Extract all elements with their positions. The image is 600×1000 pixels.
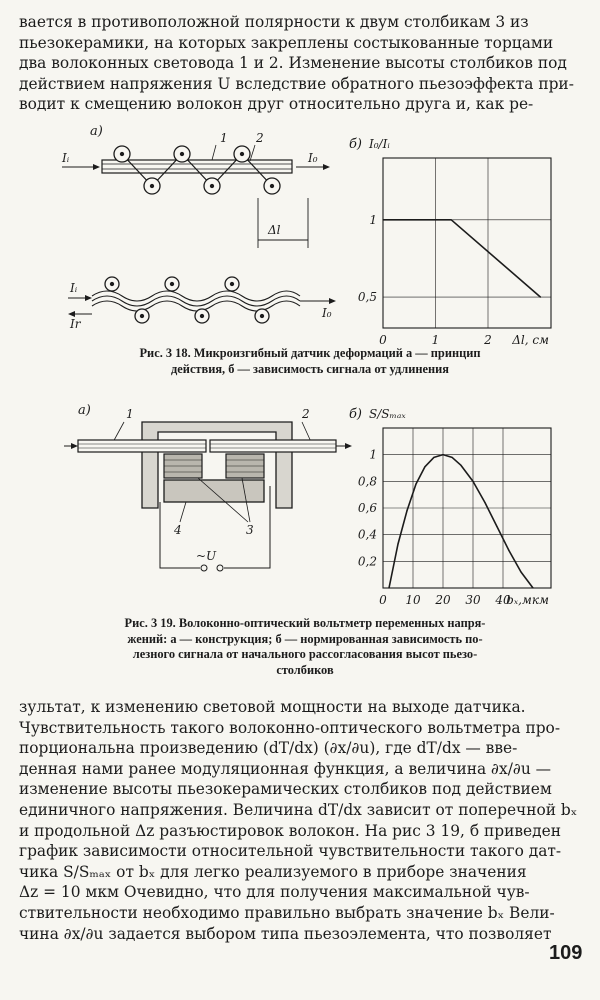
data-point	[415, 483, 416, 484]
text-line: денная нами ранее модуляционная функция, а величина ∂x/∂u —	[19, 759, 552, 778]
text-line: чина ∂x/∂u задается выбором типа пьезоэлемента, что позволяет	[19, 924, 552, 943]
data-curve	[389, 455, 533, 588]
panel-label: б)	[349, 137, 363, 152]
caption-line: действия, б — зависимость сигнала от удлинения	[171, 361, 449, 376]
text-line: ствительности необходимо правильно выбрать значение bₓ Вели-	[19, 903, 555, 922]
deformer-zigzag	[122, 154, 272, 186]
caption-line: Рис. 3 18. Микроизгибный датчик деформаций а — принцип	[139, 346, 481, 360]
fiber-1	[78, 440, 206, 452]
voltage-label: ~U	[196, 549, 217, 563]
leader-line	[250, 145, 255, 161]
y-axis-label: S/Sₘₐₓ	[369, 407, 406, 421]
y-tick-label: 1	[369, 447, 377, 462]
fig-3-19-a-part-4: 4	[174, 523, 182, 537]
fiber-straight	[102, 160, 292, 173]
fig-3-19-a-label: а)	[78, 403, 91, 418]
text-line: чика S/Sₘₐₓ от bₓ для легко реализуемого в приборе значения	[19, 862, 527, 881]
reflected-light-label: Ir	[70, 317, 81, 331]
data-point	[460, 465, 461, 466]
data-point	[388, 587, 389, 588]
terminal	[217, 565, 223, 571]
output-light-label: I₀	[322, 306, 332, 320]
x-tick-label: 10	[405, 593, 421, 607]
fig-3-19-a-part-3: 3	[246, 523, 254, 537]
text-line: водит к смещению волокон друг относительно друга и, как ре-	[19, 95, 534, 114]
text-line: Чувствительность такого волоконно-оптического вольтметра про-	[19, 718, 561, 737]
arrowhead	[85, 295, 92, 301]
text-line: вается в противоположной полярности к двум столбикам 3 из	[19, 13, 529, 31]
fig-3-18-caption	[50, 346, 570, 377]
page-number: 109	[549, 942, 583, 964]
data-point	[433, 457, 434, 458]
body-text-top	[19, 12, 583, 115]
panel-label: б)	[349, 407, 363, 422]
input-light-label: Iᵢ	[62, 151, 70, 165]
text-line: и продольной Δz разъюстировок волокон. На рис 3 19, б приведен	[19, 821, 561, 840]
x-tick-label: 0	[379, 333, 387, 347]
data-point	[532, 587, 533, 588]
x-tick-label: 2	[484, 333, 492, 347]
caption-line: лезного сигнала от начального рассогласования высот пьезо-	[132, 647, 478, 661]
arrowhead	[71, 443, 78, 449]
piezo-columns	[164, 454, 264, 478]
y-tick-label: 0,4	[357, 527, 377, 542]
data-point	[508, 550, 509, 551]
y-tick-label: 0,5	[357, 290, 377, 305]
fiber-bent	[92, 291, 300, 311]
arrowhead	[93, 164, 100, 170]
leader-line	[212, 145, 216, 160]
text-line: единичного напряжения. Величина dT/dx зависит от поперечной bₓ	[19, 800, 578, 819]
fig-3-18-a-part-1: 1	[220, 131, 228, 145]
fig-3-19-b-chart	[335, 398, 560, 608]
x-tick-label: 1	[431, 333, 440, 347]
text-line: график зависимости относительной чувствительности такого дат-	[19, 842, 562, 861]
data-point	[496, 526, 497, 527]
data-point	[472, 481, 473, 482]
x-tick-label: 0	[379, 593, 387, 607]
leader-line	[180, 502, 186, 522]
output-light-label: I₀	[308, 151, 318, 165]
y-axis-label: I₀/Iᵢ	[369, 137, 390, 151]
x-tick-label: 20	[435, 593, 451, 607]
data-point	[406, 510, 407, 511]
plot-frame	[383, 158, 551, 328]
fiber-2	[210, 440, 336, 452]
x-tick-label: 30	[465, 593, 481, 607]
text-line: два волоконных световода 1 и 2. Изменение высоты столбиков под	[19, 54, 567, 73]
text-line: Δz = 10 мкм Очевидно, что для получения максимальной чув-	[19, 883, 530, 902]
data-point	[451, 457, 452, 458]
text-line: пьезокерамики, на которых закреплены состыкованные торцами	[19, 33, 554, 52]
y-tick-label: 0,2	[357, 554, 377, 569]
fig-3-18-a-label: а)	[90, 124, 103, 139]
fig-3-19-a-part-1: 1	[126, 407, 134, 421]
x-axis-label: Δl, см	[512, 333, 549, 347]
x-tick-label: 40	[495, 593, 511, 607]
data-point	[540, 296, 541, 297]
fig-3-19-a-part-2: 2	[302, 407, 310, 421]
displacement-label: Δl	[268, 223, 281, 237]
caption-line: Рис. 3 19. Волоконно-оптический вольтметр переменных напря-	[124, 616, 486, 630]
text-line: зультат, к изменению световой мощности на выходе датчика.	[19, 698, 526, 716]
x-axis-label: bₓ,мкм	[506, 593, 549, 607]
data-point	[442, 454, 443, 455]
caption-line: столбиков	[276, 662, 334, 677]
data-point	[451, 219, 452, 220]
data-point	[382, 219, 383, 220]
data-point	[397, 543, 398, 544]
body-text-bottom	[19, 697, 583, 944]
fig-3-18-a-diagram	[60, 118, 363, 340]
y-tick-label: 1	[369, 212, 377, 227]
data-curve	[383, 220, 541, 297]
y-tick-label: 0,6	[357, 501, 377, 515]
terminal	[201, 565, 207, 571]
y-tick-label: 0,8	[357, 474, 377, 489]
fig-3-18-b-chart	[335, 122, 560, 347]
fig-3-19-a-diagram	[64, 398, 344, 588]
data-point	[484, 502, 485, 503]
data-point	[424, 466, 425, 467]
fig-3-18-a-part-2: 2	[256, 131, 264, 145]
text-line: порциональна произведению (dT/dx) (∂x/∂u), где dT/dx — вве-	[19, 739, 518, 758]
text-line: действием напряжения U вследствие обратного пьезоэффекта при-	[19, 74, 574, 93]
input-light-label: Iᵢ	[70, 281, 78, 295]
fig-3-19-caption	[84, 616, 526, 678]
base-plate	[164, 480, 264, 502]
text-line: изменение высоты пьезокерамических столбиков под действием	[19, 780, 552, 799]
arrowhead	[323, 164, 330, 170]
data-point	[520, 571, 521, 572]
caption-line: жений: а — конструкция; б — нормированная зависимость по-	[127, 631, 483, 646]
